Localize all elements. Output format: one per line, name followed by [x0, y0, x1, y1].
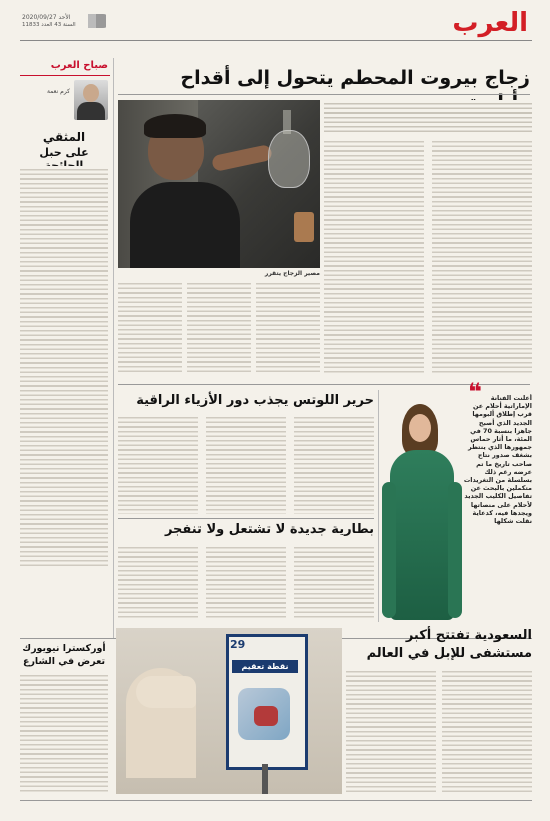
logo-mark-icon [86, 12, 106, 30]
author-name: كرم نعمة [46, 88, 70, 95]
sign-number: 29 [230, 638, 246, 651]
sidebar2-body [20, 672, 108, 792]
lead-photo-caption: مصير الزجاج يتقرر [264, 270, 320, 277]
story4-headline-2: مستشفى للإبل في العالم [366, 646, 532, 661]
feature-quote: أعلنت الفنانة الإماراتية أحلام عن قرب إطلاق ألبومها الجديد الذي أصبح جاهزا بنسبة 70 في المئة، ما أثار حماس جمهورها الذي ينتظر بشغف صدور نتاج صاحب تاريخ ما تم عرضه رغم ذلك بسلسلة من التغريدات متكملين بالبحث عن تفاصيل الكليب الجديد لأحلام على منصاتها ويجدها فيه، كدعاية نقلت شكلها [463, 394, 532, 526]
masthead-date: الأحد 2020/09/27 [22, 14, 71, 21]
opinion-title-2: على حبل [39, 146, 89, 159]
lead-headline: زجاج بيروت المحطم يتحول إلى أقداح [180, 67, 530, 89]
sidebar2-headline-2: تعرض في الشارع [22, 656, 106, 667]
story2-headline: حرير اللوتس يجذب دور الأزياء الراقية [136, 393, 374, 408]
sidebar2-headline-1: أوركسترا نيويورك [22, 643, 106, 654]
feature-photo [382, 392, 462, 622]
lead-body-right [324, 138, 532, 374]
opinion-body [20, 166, 108, 566]
sign-text: نقطة تعقيم [232, 660, 298, 673]
masthead [0, 0, 550, 58]
story3-body [118, 544, 374, 620]
lead-body-left [118, 280, 320, 374]
feature-quote-mark-icon: ❝ [468, 378, 483, 406]
opinion-title-1: المثقي [42, 130, 86, 144]
opinion-section-label: صباح العرب [50, 60, 108, 71]
lead-intro-text [324, 100, 532, 134]
lead-photo [118, 100, 320, 268]
masthead-issue: السنة 43 العدد 11833 [22, 22, 76, 28]
story4-body [346, 668, 532, 794]
story4-photo [116, 628, 342, 794]
opinion-column [20, 58, 110, 570]
story2-body [118, 414, 374, 514]
story4-headline-1: السعودية تفتتح أكبر [405, 628, 532, 643]
story3-headline: بطارية جديدة لا تشتعل ولا تنفجر [164, 522, 374, 537]
author-avatar [74, 80, 108, 120]
masthead-logo[interactable]: العرب [452, 8, 528, 38]
